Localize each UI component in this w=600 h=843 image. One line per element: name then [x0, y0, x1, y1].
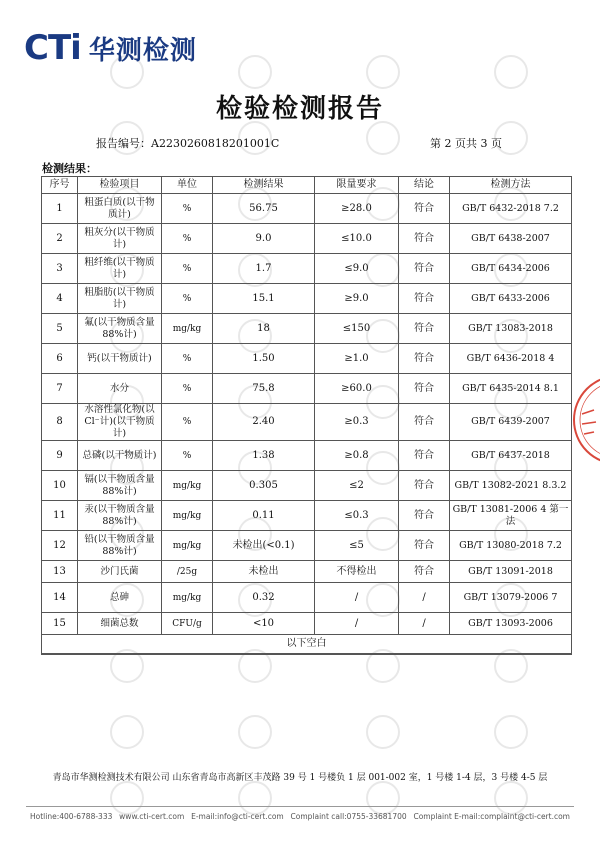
cell-method: GB/T 6436-2018 4	[450, 344, 572, 374]
table-row	[42, 531, 572, 561]
cell-unit: %	[162, 224, 213, 254]
cell-result: 15.1	[213, 284, 315, 314]
cell-no: 10	[42, 471, 78, 501]
cell-no: 2	[42, 224, 78, 254]
cell-item: 水溶性氯化物(以Cl⁻计)(以干物质计)	[78, 404, 162, 441]
cell-result: 0.11	[213, 501, 315, 531]
cell-unit: CFU/g	[162, 613, 213, 635]
cell-result: 0.32	[213, 583, 315, 613]
cell-limit: ≤150	[315, 314, 399, 344]
cell-unit: %	[162, 254, 213, 284]
cell-no: 9	[42, 441, 78, 471]
cell-unit: %	[162, 284, 213, 314]
cell-limit: ≥9.0	[315, 284, 399, 314]
cell-method: GB/T 13083-2018	[450, 314, 572, 344]
cell-method: GB/T 6437-2018	[450, 441, 572, 471]
cell-result: 75.8	[213, 374, 315, 404]
cell-limit: ≥1.0	[315, 344, 399, 374]
watermark-icon	[238, 715, 272, 749]
watermark-icon	[110, 781, 144, 815]
cell-conclusion: 符合	[399, 561, 450, 583]
logo-chinese: 华测检测	[88, 35, 197, 66]
report-number: 报告编号：A2230260818201001C	[96, 137, 280, 150]
cell-limit: /	[315, 583, 399, 613]
table-row	[42, 254, 572, 284]
cell-conclusion: 符合	[399, 531, 450, 561]
table-row	[42, 501, 572, 531]
cell-unit: %	[162, 194, 213, 224]
cell-no: 5	[42, 314, 78, 344]
cell-unit: mg/kg	[162, 471, 213, 501]
cell-method: GB/T 13082-2021 8.3.2	[450, 471, 572, 501]
cell-unit: mg/kg	[162, 501, 213, 531]
cell-conclusion: 符合	[399, 284, 450, 314]
cell-limit: /	[315, 613, 399, 635]
cell-no: 11	[42, 501, 78, 531]
cell-limit: 不得检出	[315, 561, 399, 583]
cell-method: GB/T 13079-2006 7	[450, 583, 572, 613]
cell-method: GB/T 6433-2006	[450, 284, 572, 314]
cell-method: GB/T 6438-2007	[450, 224, 572, 254]
cell-result: 9.0	[213, 224, 315, 254]
cell-conclusion: 符合	[399, 441, 450, 471]
cell-limit: ≥0.3	[315, 404, 399, 441]
cell-method: GB/T 6432-2018 7.2	[450, 194, 572, 224]
cell-limit: ≤9.0	[315, 254, 399, 284]
cell-limit: ≤2	[315, 471, 399, 501]
table-row	[42, 194, 572, 224]
watermark-icon	[366, 715, 400, 749]
cell-item: 镉(以干物质含量88%计)	[78, 471, 162, 501]
cell-item: 总砷	[78, 583, 162, 613]
cell-method: GB/T 6434-2006	[450, 254, 572, 284]
table-row	[42, 284, 572, 314]
watermark-icon	[494, 55, 528, 89]
footer-contacts	[30, 812, 570, 821]
footer-website: www.cti-cert.com	[119, 812, 185, 821]
table-row	[42, 374, 572, 404]
cell-result: 2.40	[213, 404, 315, 441]
footer-complaint-email: Complaint E-mail:complaint@cti-cert.com	[413, 812, 570, 821]
table-row	[42, 224, 572, 254]
cell-limit: ≥28.0	[315, 194, 399, 224]
col-header-limit: 限量要求	[315, 177, 399, 194]
cell-no: 7	[42, 374, 78, 404]
cell-item: 钙(以干物质计)	[78, 344, 162, 374]
cell-method: GB/T 6439-2007	[450, 404, 572, 441]
watermark-icon	[238, 781, 272, 815]
cell-method: GB/T 13081-2006 4 第一法	[450, 501, 572, 531]
cell-result: 1.38	[213, 441, 315, 471]
table-row	[42, 583, 572, 613]
logo-latin: CTi	[24, 28, 81, 68]
watermark-icon	[494, 715, 528, 749]
cell-unit: %	[162, 441, 213, 471]
cell-no: 1	[42, 194, 78, 224]
cell-no: 15	[42, 613, 78, 635]
cell-conclusion: 符合	[399, 224, 450, 254]
cell-result: <10	[213, 613, 315, 635]
cell-no: 6	[42, 344, 78, 374]
cell-item: 氟(以干物质含量88%计)	[78, 314, 162, 344]
cell-unit: mg/kg	[162, 583, 213, 613]
cell-result: 18	[213, 314, 315, 344]
col-header-no: 序号	[42, 177, 78, 194]
cell-item: 粗蛋白质(以干物质计)	[78, 194, 162, 224]
cell-conclusion: 符合	[399, 471, 450, 501]
table-header-row	[42, 177, 572, 194]
col-header-item: 检验项目	[78, 177, 162, 194]
cell-unit: /25g	[162, 561, 213, 583]
col-header-method: 检测方法	[450, 177, 572, 194]
cell-no: 3	[42, 254, 78, 284]
table-row	[42, 471, 572, 501]
cell-result: 56.75	[213, 194, 315, 224]
cell-unit: mg/kg	[162, 531, 213, 561]
cell-item: 细菌总数	[78, 613, 162, 635]
blank-row	[42, 635, 572, 654]
cell-limit: ≥0.8	[315, 441, 399, 471]
cell-conclusion: 符合	[399, 254, 450, 284]
cell-conclusion: 符合	[399, 194, 450, 224]
cell-unit: %	[162, 374, 213, 404]
table-row	[42, 561, 572, 583]
results-table	[41, 176, 572, 655]
cell-unit: mg/kg	[162, 314, 213, 344]
watermark-icon	[366, 55, 400, 89]
cell-item: 铅(以干物质含量88%计)	[78, 531, 162, 561]
cell-conclusion: 符合	[399, 374, 450, 404]
footer-hotline: Hotline:400-6788-333	[30, 812, 113, 821]
cell-item: 总磷(以干物质计)	[78, 441, 162, 471]
cell-item: 汞(以干物质含量88%计)	[78, 501, 162, 531]
cell-result: 未检出(<0.1)	[213, 531, 315, 561]
watermark-icon	[494, 781, 528, 815]
watermark-icon	[238, 55, 272, 89]
cell-conclusion: 符合	[399, 404, 450, 441]
cell-conclusion: /	[399, 613, 450, 635]
footer-complaint-call: Complaint call:0755-33681700	[290, 812, 407, 821]
cell-item: 沙门氏菌	[78, 561, 162, 583]
cell-result: 0.305	[213, 471, 315, 501]
cell-conclusion: 符合	[399, 344, 450, 374]
cell-item: 粗灰分(以干物质计)	[78, 224, 162, 254]
table-row	[42, 344, 572, 374]
cell-item: 水分	[78, 374, 162, 404]
cell-conclusion: 符合	[399, 501, 450, 531]
footer-email: E-mail:info@cti-cert.com	[191, 812, 284, 821]
watermark-icon	[110, 715, 144, 749]
cell-item: 粗脂肪(以干物质计)	[78, 284, 162, 314]
table-row	[42, 404, 572, 441]
cell-method: GB/T 13080-2018 7.2	[450, 531, 572, 561]
filler-row	[42, 654, 572, 655]
cell-no: 13	[42, 561, 78, 583]
watermark-icon	[366, 781, 400, 815]
page-number: 第 2 页共 3 页	[430, 137, 502, 150]
table-row	[42, 314, 572, 344]
cell-conclusion: /	[399, 583, 450, 613]
report-title: 检验检测报告	[215, 94, 384, 124]
filler-cell	[42, 654, 572, 655]
cell-no: 14	[42, 583, 78, 613]
col-header-conclusion: 结论	[399, 177, 450, 194]
cell-limit: ≤5	[315, 531, 399, 561]
cell-method: GB/T 6435-2014 8.1	[450, 374, 572, 404]
cell-unit: %	[162, 344, 213, 374]
col-header-unit: 单位	[162, 177, 213, 194]
table-row	[42, 441, 572, 471]
cell-method: GB/T 13093-2006	[450, 613, 572, 635]
cell-conclusion: 符合	[399, 314, 450, 344]
cell-no: 4	[42, 284, 78, 314]
cell-result: 1.7	[213, 254, 315, 284]
cell-unit: %	[162, 404, 213, 441]
cell-no: 12	[42, 531, 78, 561]
cell-limit: ≤10.0	[315, 224, 399, 254]
footer-divider	[26, 806, 574, 807]
section-label: 检测结果：	[42, 162, 97, 175]
footer-company: 青岛市华测检测技术有限公司 山东省青岛市高新区丰茂路 39 号 1 号楼负 1 层 001-002 室，1 号楼 1-4 层，3 号楼 4-5 层	[52, 773, 548, 783]
col-header-result: 检测结果	[213, 177, 315, 194]
cell-limit: ≥60.0	[315, 374, 399, 404]
blank-note: 以下空白	[42, 635, 572, 654]
cell-result: 未检出	[213, 561, 315, 583]
cell-no: 8	[42, 404, 78, 441]
cell-item: 粗纤维(以干物质计)	[78, 254, 162, 284]
cell-limit: ≤0.3	[315, 501, 399, 531]
cell-result: 1.50	[213, 344, 315, 374]
company-logo	[24, 28, 197, 68]
seal-stamp-icon	[568, 370, 600, 470]
cell-method: GB/T 13091-2018	[450, 561, 572, 583]
watermark-icon	[366, 121, 400, 155]
table-row	[42, 613, 572, 635]
